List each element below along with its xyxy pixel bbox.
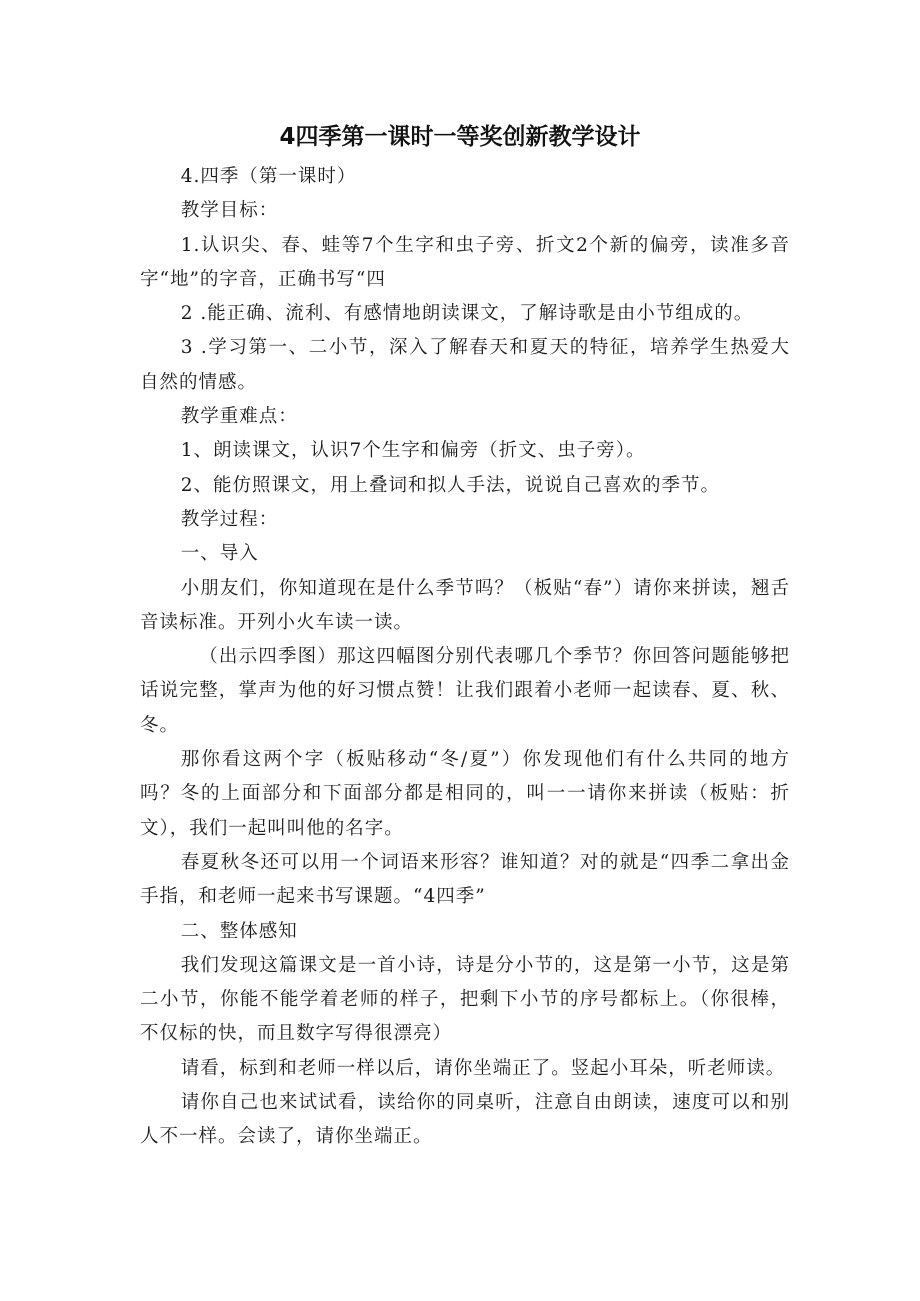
objective-2: 2 .能正确、流利、有感情地朗读课文，了解诗歌是由小节组成的。 xyxy=(180,303,754,325)
section-heading-key-points: 教学重难点： xyxy=(180,406,298,428)
paragraph-intro-3: 那你看这两个字（板贴移动“冬/夏”）你发现他们有什么共同的地方吗？冬的上面部分和下面部分都是相同的，叫一一请你来拼读（板贴：折文），我们一起叫叫他的名字。 xyxy=(140,749,790,839)
subheading-overall: 二、整体感知 xyxy=(180,920,298,942)
paragraph-overall-3: 请你自己也来试试看，读给你的同桌听，注意自由朗读，速度可以和别人不一样。会读了，请你坐端正。 xyxy=(140,1092,790,1148)
objective-1: 1.认识尖、春、蛙等7个生字和虫子旁、折文2个新的偏旁，读准多音字“地”的字音，正确书写“四 xyxy=(140,234,790,290)
objective-3: 3 .学习第一、二小节，深入了解春天和夏天的特征，培养学生热爱大自然的情感。 xyxy=(140,337,790,393)
paragraph-overall-1: 我们发现这篇课文是一首小诗，诗是分小节的，这是第一小节，这是第二小节，你能不能学着老师的样子，把剩下小节的序号都标上。（你很棒，不仅标的快，而且数字写得很漂亮） xyxy=(140,954,790,1045)
document-body xyxy=(140,160,790,1155)
key-point-1: 1、朗读课文，认识7个生字和偏旁（折文、虫子旁）。 xyxy=(180,440,646,462)
subheading-intro: 一、导入 xyxy=(180,543,259,565)
section-heading-objectives: 教学目标： xyxy=(180,200,279,222)
paragraph-intro-2: （出示四季图）那这四幅图分别代表哪几个季节？你回答问题能够把话说完整，掌声为他的好习惯点赞！让我们跟着小老师一起读春、夏、秋、冬。 xyxy=(140,646,790,736)
paragraph-intro-4: 春夏秋冬还可以用一个词语来形容？谁知道？对的就是“四季二拿出金手指，和老师一起来书写课题。“4四季” xyxy=(140,851,790,908)
key-point-2: 2、能仿照课文，用上叠词和拟人手法，说说自己喜欢的季节。 xyxy=(180,474,720,496)
document-title: 4四季第一课时一等奖创新教学设计 xyxy=(279,124,641,150)
section-heading-lesson: 4.四季（第一课时） xyxy=(180,166,357,187)
section-heading-process: 教学过程： xyxy=(180,508,279,530)
paragraph-intro-1: 小朋友们，你知道现在是什么季节吗？（板贴“春”）请你来拼读，翘舌音读标准。开列小火车读一读。 xyxy=(140,577,790,633)
paragraph-overall-2: 请看，标到和老师一样以后，请你坐端正了。竖起小耳朵，听老师读。 xyxy=(180,1057,786,1079)
